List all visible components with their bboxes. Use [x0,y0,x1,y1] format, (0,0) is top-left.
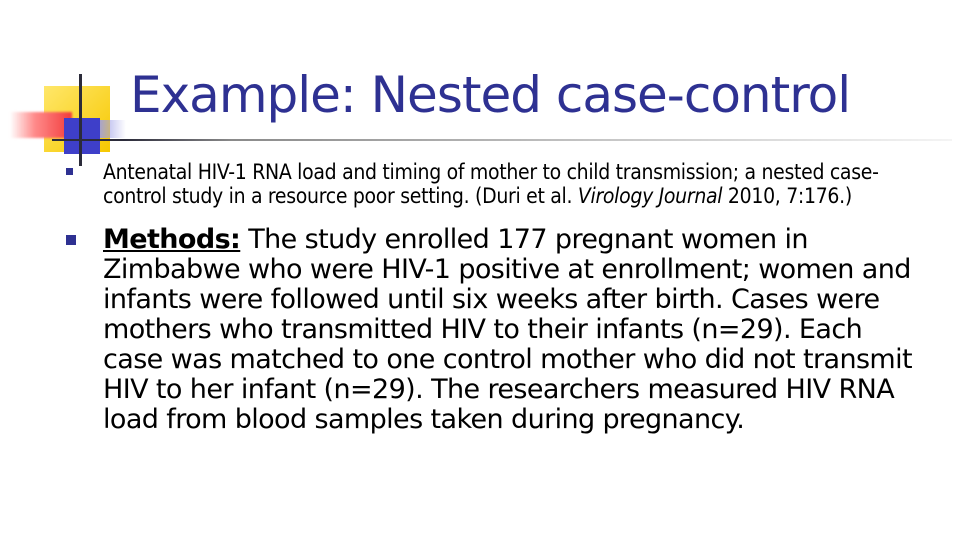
citation-text-end: 2010, 7:176.) [722,184,852,208]
methods-label: Methods: [103,224,241,255]
vertical-rule [79,74,82,166]
blue-shadow-shape [96,120,126,138]
methods-text: The study enrolled 177 pregnant women in Zimbabwe who were HIV-1 positive at enrollment; women and infants were followed until six weeks after birth. Cases were mothers who transmitted HIV to their infants (n=29). Each case was matched to one control mother who did not transmit HIV to her infant (n=29). The researchers measured HIV RNA load from blood samples taken during pregnancy. [103,224,913,435]
square-bullet-icon [66,168,73,175]
slide-title: Example: Nested case-control [130,66,851,124]
bullet-methods [66,225,916,435]
blue-square-shape [64,118,100,154]
title-underline-rule [52,139,952,141]
bullet-citation [66,160,916,208]
journal-name: Virology Journal [577,184,723,208]
citation-text: Antenatal HIV-1 RNA load and timing of mother to child transmission; a nested case-control study in a resource poor setting. (Duri et al. [103,160,879,208]
slide-body [66,160,916,435]
red-square-shape [10,112,72,138]
squares-logo-icon [0,0,140,170]
square-bullet-icon [66,235,76,245]
